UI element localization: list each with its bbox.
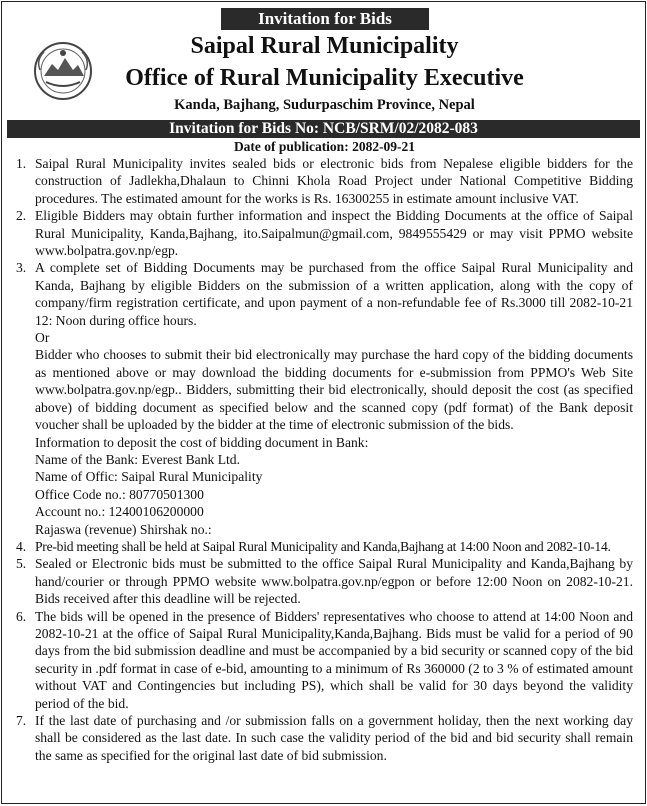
list-item (16, 259, 633, 538)
org-name: Saipal Rural Municipality (190, 33, 459, 59)
item-text: A complete set of Bidding Documents may be purchased from the office Saipal Rural Municipality and Kanda, Bajhang by eligible Bidders on the submission of a written application, along with the copy of company/firm registration certificate, and upon payment of a non-refundable fee of Rs.3000 till 2082-10-21 12: Noon during office hours. (35, 260, 633, 328)
item-text: Eligible Bidders may obtain further information and inspect the Bidding Documents at the office of Saipal Rural Municipality, Kanda,Bajhang, ito.Saipalmun@gmail.com, 9849555429 or may visit PPMO website www.bolpatra.gov.np/egp. (35, 208, 633, 259)
item-number: 6. (16, 608, 27, 624)
item-number: 5. (16, 556, 27, 572)
or-separator: Or (35, 330, 50, 346)
account-number: Account no.: 12400106200000 (35, 504, 204, 520)
bank-info-heading: Information to deposit the cost of bidding document in Bank: (35, 434, 369, 450)
banner-title: Invitation for Bids (221, 8, 429, 30)
notice-page (1, 1, 646, 804)
list-item (16, 608, 633, 712)
office-name: Office of Rural Municipality Executive (125, 65, 524, 91)
list-item (16, 207, 633, 259)
office-code: Office Code no.: 80770501300 (35, 486, 204, 502)
publication-date: Date of publication: 2082-09-21 (233, 139, 416, 154)
item-number: 2. (16, 208, 27, 224)
electronic-bid-text: Bidder who chooses to submit their bid electronically may purchase the hard copy of the bidding documents as mentioned above or may download the bidding documents for e-submission from PPMO's Web Site www.bolpatra.gov.np/egp.. Bidders, submitting their bid electronically, should deposit the cost (as specified above) of bidding document as specified below and the scanned copy (pdf format) of the Bank deposit voucher shall be uploaded by the bidder at the time of electronic submission of the bids. (35, 347, 633, 433)
item-text: Saipal Rural Municipality invites sealed bids or electronic bids from Nepalese eligible bidders for the construction of Jadlekha,Dhalaun to Chinni Khola Road Project under National Competitive Bidding procedures. The estimated amount for the works is Rs. 16300255 in estimate amount inclusive VAT. (35, 156, 633, 206)
item-number: 1. (16, 156, 27, 171)
list-item (16, 712, 633, 764)
item-text: The bids will be opened in the presence of Bidders' representatives who choose to attend at 14:00 Noon and 2082-10-21 at the office of Saipal Rural Municipality,Kanda,Bajhang. Bids must be valid for a period of 90 days from the bid submission deadline and must be accompanied by a bid security or scanned copy of the bid security in .pdf format in case of e-bid, amounting to a minimum of Rs 360000 (2 to 3 % of estimated amount without VAT and Contingencies but including PS), which shall be valid for 30 days beyond the validity period of the bid. (35, 608, 633, 711)
item-text: Sealed or Electronic bids must be submitted to the office Saipal Rural Municipality and Kanda,Bajhang by hand/courier or through PPMO website www.bolpatra.gov.np/egpon or before 12:00 Noon on 2082-10-21. Bids received after this deadline will be rejected. (35, 556, 633, 607)
ifb-number: Invitation for Bids No: NCB/SRM/02/2082-083 (7, 120, 640, 138)
list-item (16, 538, 633, 555)
office-name-bank: Name of Offic: Saipal Rural Municipality (35, 469, 263, 485)
item-number: 4. (16, 538, 27, 554)
address: Kanda, Bajhang, Sudurpaschim Province, Nepal (174, 97, 475, 113)
notice-body (16, 155, 633, 764)
rajaswa-shirshak: Rajaswa (revenue) Shirshak no.: (35, 521, 212, 537)
item-text: Pre-bid meeting shall be held at Saipal Rural Municipality and Kanda,Bajhang at 14:00 Noon and 2082-10-14. (35, 538, 611, 554)
list-item (16, 555, 633, 607)
item-number: 7. (16, 713, 27, 728)
list-item (16, 155, 633, 207)
item-number: 3. (16, 260, 27, 276)
item-text: If the last date of purchasing and /or submission falls on a government holiday, then the next working day shall be considered as the last date. In such case the validity period of the bid and bid security shall remain the same as specified for the original last date of bid submission. (35, 713, 633, 763)
bank-name: Name of the Bank: Everest Bank Ltd. (35, 451, 240, 467)
